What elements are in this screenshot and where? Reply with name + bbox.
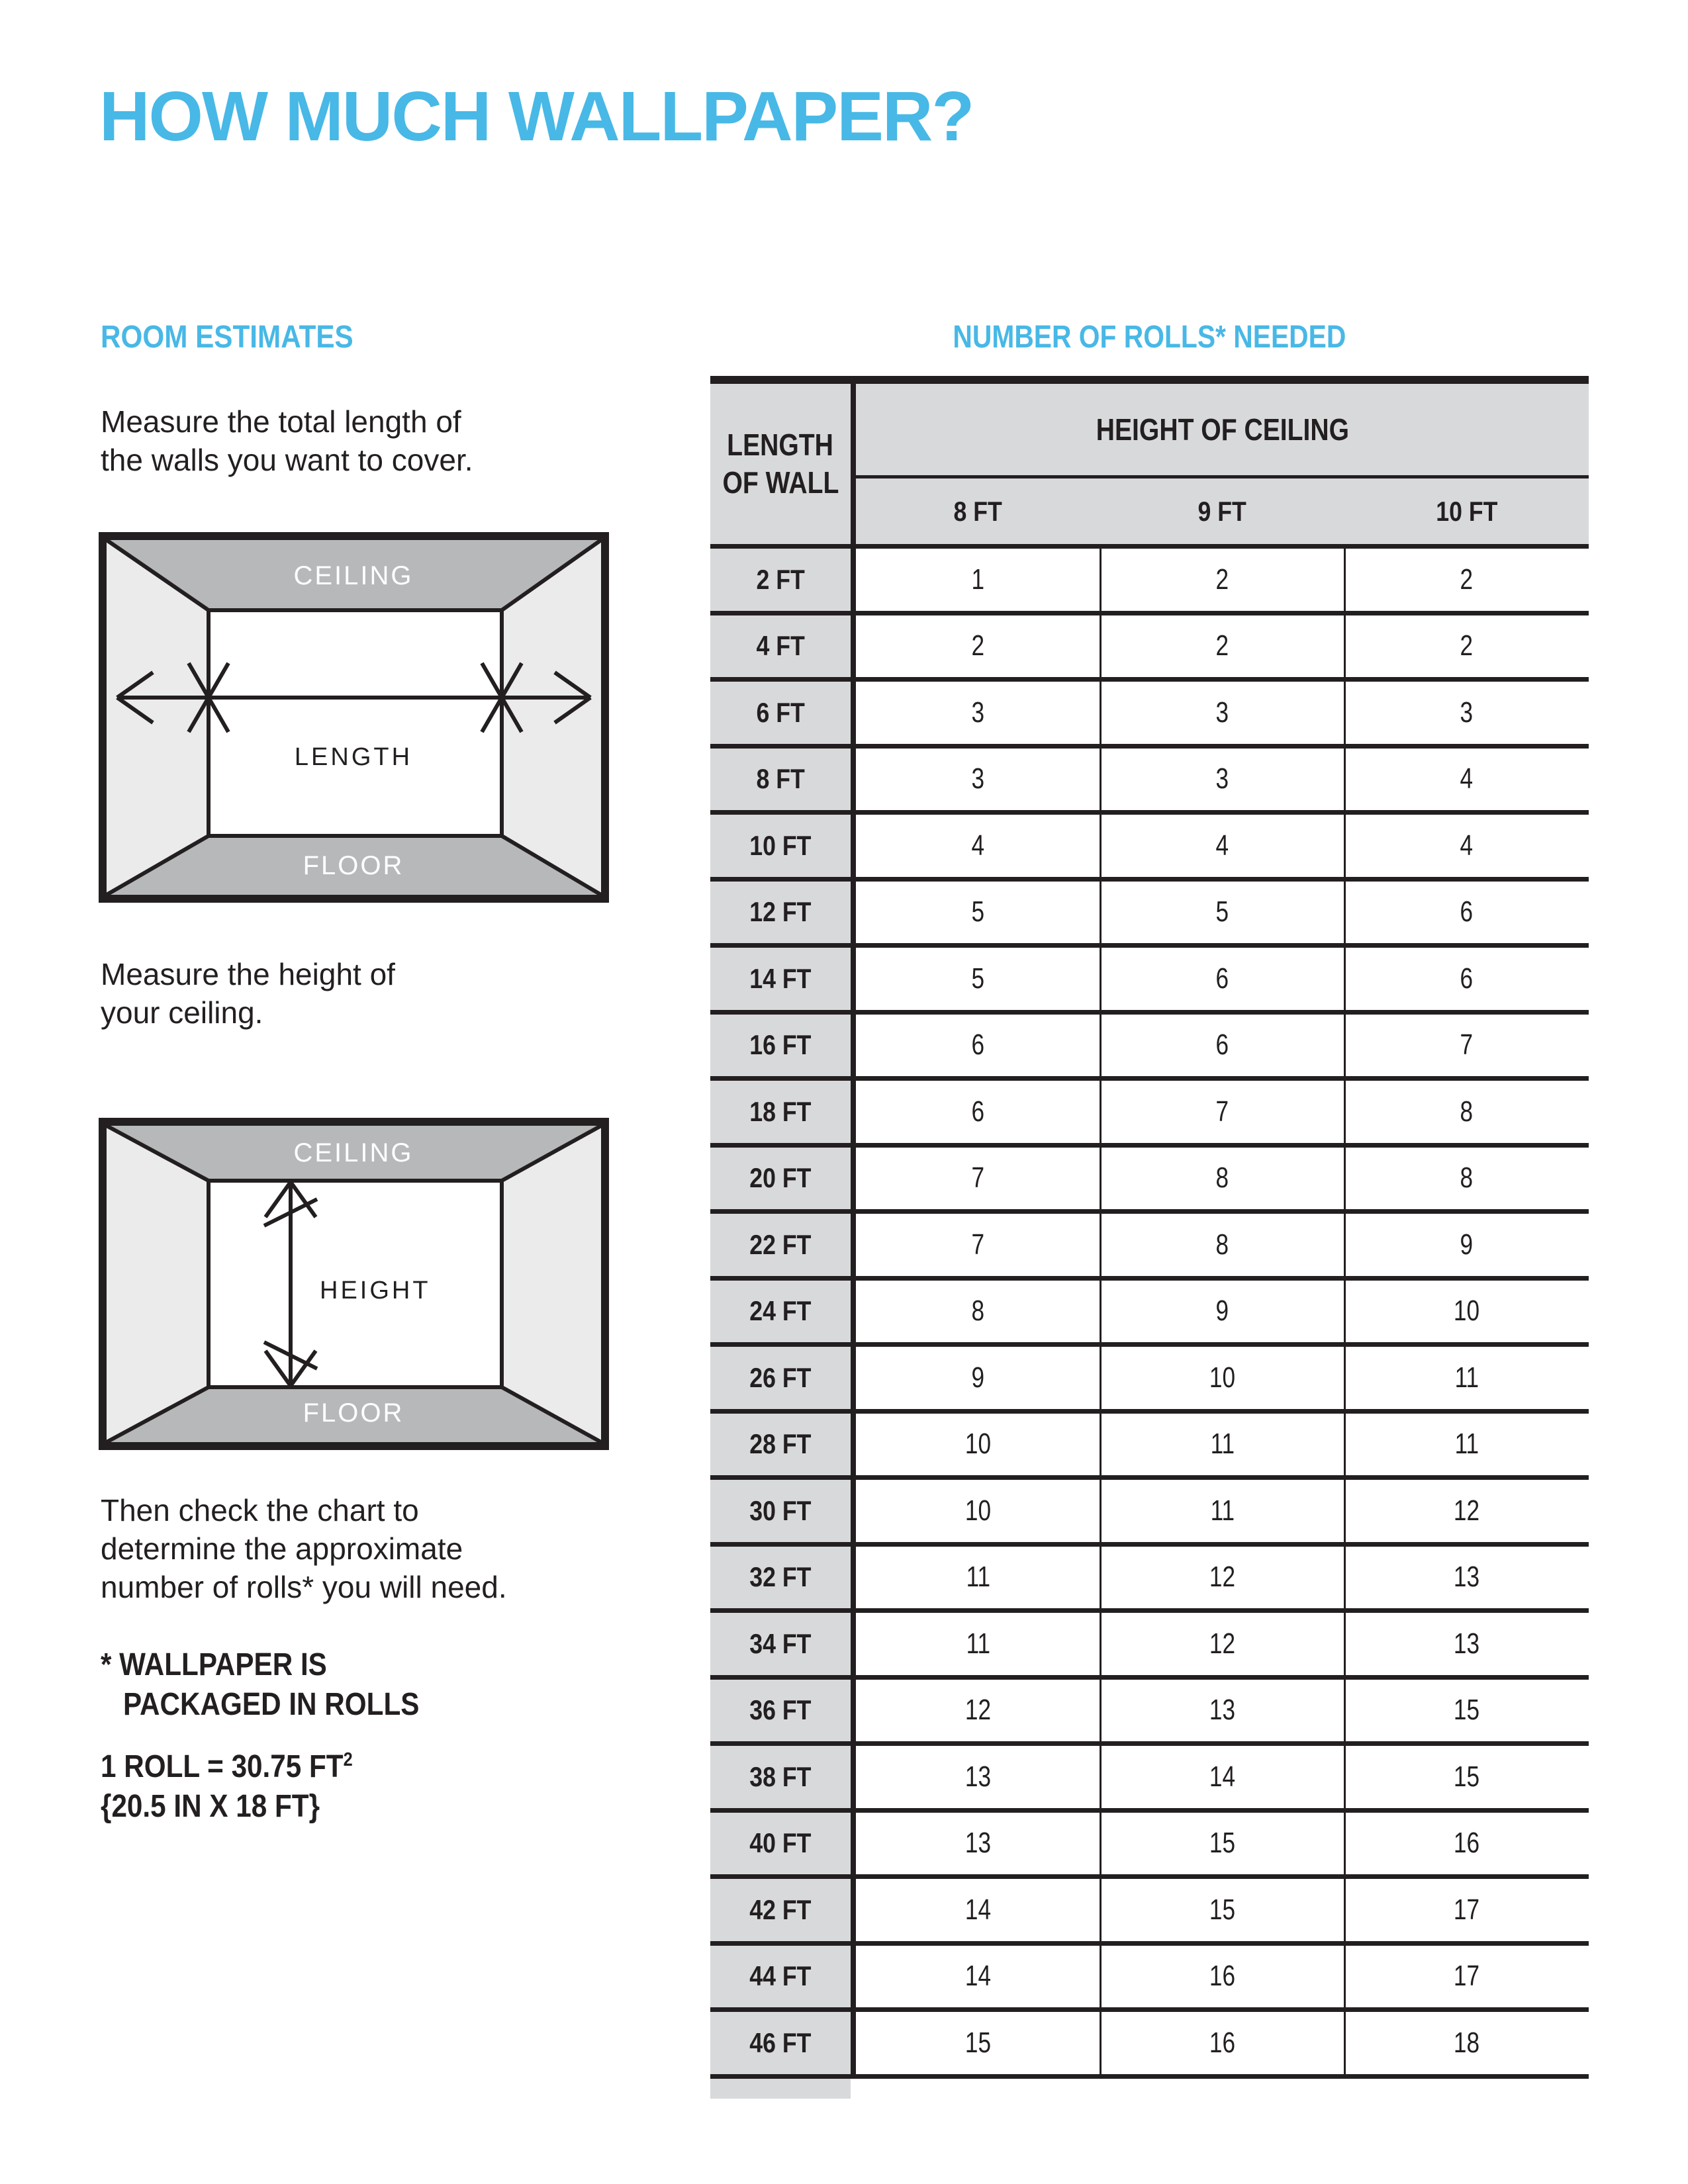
- table-row: [710, 1076, 1589, 1143]
- table-row: [710, 1342, 1589, 1409]
- row-label: 28 FT: [710, 1414, 851, 1476]
- rolls-value-cell: 16: [1209, 2026, 1236, 2059]
- rolls-value-cell: 7: [1215, 1095, 1229, 1128]
- rolls-value-cell: 5: [971, 962, 985, 995]
- table-bottom-bar: [710, 2074, 1589, 2079]
- subheader-9ft: 9 FT: [1197, 495, 1247, 527]
- rolls-value-cell: 4: [1215, 829, 1229, 862]
- table-row: [710, 1209, 1589, 1276]
- table-row: [710, 1808, 1589, 1875]
- rolls-value-cell: 12: [1453, 1494, 1480, 1527]
- floor-label: FLOOR: [303, 1398, 404, 1428]
- ceiling-height-subheaders: [856, 478, 1589, 544]
- rolls-value-cell: 13: [964, 1760, 992, 1793]
- row-label: 42 FT: [710, 1879, 851, 1941]
- rolls-value-cell: 17: [1453, 1893, 1480, 1926]
- row-label: 18 FT: [710, 1081, 851, 1143]
- rolls-value-cell: 12: [1209, 1561, 1236, 1594]
- rolls-value-cell: 6: [1215, 1028, 1229, 1062]
- table-row: [710, 611, 1589, 678]
- rolls-value-cell: 15: [1453, 1760, 1480, 1793]
- rolls-value-cell: 14: [964, 1893, 992, 1926]
- rolls-value-cell: 7: [971, 1161, 985, 1195]
- rolls-value-cell: 18: [1453, 2026, 1480, 2059]
- table-row: [710, 1941, 1589, 2008]
- rolls-value-cell: 10: [1209, 1361, 1236, 1394]
- table-row: [710, 1475, 1589, 1542]
- rolls-value-cell: 8: [1460, 1161, 1474, 1195]
- table-header: [710, 384, 1589, 544]
- rolls-value-cell: 2: [1460, 629, 1474, 662]
- row-label: 8 FT: [710, 749, 851, 811]
- rolls-value-cell: 11: [966, 1627, 990, 1660]
- rolls-value-cell: 17: [1453, 1960, 1480, 1993]
- table-row: [710, 1741, 1589, 1808]
- rolls-value-cell: 16: [1209, 1960, 1236, 1993]
- rolls-value-cell: 10: [1453, 1295, 1480, 1328]
- rolls-value-cell: 5: [971, 895, 985, 929]
- row-label: 20 FT: [710, 1148, 851, 1210]
- rolls-value-cell: 8: [1215, 1228, 1229, 1261]
- rolls-value-cell: 7: [971, 1228, 985, 1261]
- label-column-tab: [710, 2079, 851, 2099]
- rolls-value-cell: 15: [1209, 1827, 1236, 1860]
- rolls-value-cell: 15: [964, 2026, 992, 2059]
- row-label: 40 FT: [710, 1813, 851, 1875]
- length-of-wall-header: LENGTH OF WALL: [710, 384, 851, 544]
- subheader-10ft: 10 FT: [1435, 495, 1498, 527]
- row-label: 34 FT: [710, 1613, 851, 1675]
- rolls-value-cell: 2: [1215, 629, 1229, 662]
- rolls-value-cell: 11: [966, 1561, 990, 1594]
- row-label: 10 FT: [710, 815, 851, 877]
- rolls-value-cell: 15: [1209, 1893, 1236, 1926]
- rolls-table: [710, 376, 1589, 2099]
- rolls-value-cell: 13: [1209, 1694, 1236, 1727]
- page-title: HOW MUCH WALLPAPER?: [99, 77, 974, 156]
- table-row: [710, 677, 1589, 744]
- squared-superscript: 2: [343, 1749, 353, 1770]
- subheader-8ft: 8 FT: [953, 495, 1003, 527]
- step3-text: Then check the chart to determine the approximate number of rolls* you will need.: [101, 1493, 507, 1604]
- rolls-value-cell: 7: [1460, 1028, 1474, 1062]
- table-row: [710, 2007, 1589, 2074]
- rolls-value-cell: 4: [1460, 829, 1474, 862]
- rolls-value-cell: 11: [1454, 1361, 1479, 1394]
- rolls-value-cell: 3: [971, 696, 985, 729]
- height-room-diagram: [99, 1118, 609, 1450]
- rolls-value-cell: 10: [964, 1428, 992, 1461]
- ceiling-label: CEILING: [293, 561, 414, 590]
- rolls-value-cell: 14: [964, 1960, 992, 1993]
- rolls-value-cell: 1: [971, 563, 985, 596]
- rolls-value-cell: 3: [971, 762, 985, 796]
- rolls-value-cell: 6: [971, 1095, 985, 1128]
- table-row: [710, 544, 1589, 611]
- table-row: [710, 1675, 1589, 1742]
- length-label: LENGTH: [294, 743, 413, 771]
- table-row: [710, 943, 1589, 1010]
- rolls-value-cell: 2: [1460, 563, 1474, 596]
- rolls-value-cell: 12: [1209, 1627, 1236, 1660]
- table-top-bar: [710, 376, 1589, 384]
- row-label: 6 FT: [710, 682, 851, 744]
- table-row: [710, 1409, 1589, 1476]
- table-row: [710, 1143, 1589, 1210]
- table-row: [710, 810, 1589, 877]
- rolls-value-cell: 6: [971, 1028, 985, 1062]
- rolls-value-cell: 6: [1460, 895, 1474, 929]
- label-column-divider: [851, 384, 856, 2078]
- rolls-value-cell: 11: [1210, 1494, 1235, 1527]
- rolls-value-cell: 13: [1453, 1627, 1480, 1660]
- room-estimates-heading: ROOM ESTIMATES: [101, 320, 353, 355]
- rolls-value-cell: 9: [1215, 1295, 1229, 1328]
- table-row: [710, 1276, 1589, 1343]
- rolls-value-cell: 11: [1210, 1428, 1235, 1461]
- height-of-ceiling-header: HEIGHT OF CEILING: [856, 384, 1589, 475]
- ceiling-label: CEILING: [293, 1138, 414, 1167]
- rolls-value-cell: 14: [1209, 1760, 1236, 1793]
- row-label: 24 FT: [710, 1281, 851, 1343]
- row-label: 2 FT: [710, 549, 851, 611]
- row-label: 22 FT: [710, 1214, 851, 1276]
- rolls-value-cell: 4: [1460, 762, 1474, 796]
- height-label: HEIGHT: [320, 1277, 431, 1304]
- rolls-value-cell: 3: [1215, 696, 1229, 729]
- rolls-value-cell: 6: [1215, 962, 1229, 995]
- row-label: 46 FT: [710, 2012, 851, 2074]
- table-row: [710, 877, 1589, 944]
- rolls-value-cell: 10: [964, 1494, 992, 1527]
- rolls-value-cell: 5: [1215, 895, 1229, 929]
- rolls-value-cell: 8: [1460, 1095, 1474, 1128]
- row-label: 4 FT: [710, 615, 851, 678]
- rolls-value-cell: 8: [1215, 1161, 1229, 1195]
- rolls-value-cell: 15: [1453, 1694, 1480, 1727]
- table-row: [710, 1010, 1589, 1077]
- rolls-footnote: * WALLPAPER IS PACKAGED IN ROLLS: [101, 1647, 420, 1722]
- column-divider-2: [1344, 544, 1346, 2074]
- step1-text: Measure the total length of the walls you want to cover.: [101, 404, 473, 477]
- rolls-value-cell: 8: [971, 1295, 985, 1328]
- rolls-value-cell: 9: [1460, 1228, 1474, 1261]
- row-label: 44 FT: [710, 1946, 851, 2008]
- rolls-value-cell: 4: [971, 829, 985, 862]
- row-label: 12 FT: [710, 882, 851, 944]
- rolls-value-cell: 3: [1215, 762, 1229, 796]
- row-label: 36 FT: [710, 1680, 851, 1742]
- row-label: 30 FT: [710, 1480, 851, 1542]
- table-row: [710, 1874, 1589, 1941]
- column-divider-1: [1100, 544, 1102, 2074]
- rolls-value-cell: 9: [971, 1361, 985, 1394]
- rolls-value-cell: 2: [971, 629, 985, 662]
- row-label: 32 FT: [710, 1547, 851, 1609]
- rolls-value-cell: 11: [1454, 1428, 1479, 1461]
- row-label: 38 FT: [710, 1746, 851, 1808]
- roll-size-note: 1 ROLL = 30.75 $FT^2$ {20.5 IN X 18 FT}: [101, 1749, 353, 1824]
- table-row: [710, 1542, 1589, 1609]
- row-label: 14 FT: [710, 948, 851, 1010]
- table-row: [710, 1608, 1589, 1675]
- step2-text: Measure the height of your ceiling.: [101, 957, 395, 1030]
- rolls-needed-heading: NUMBER OF ROLLS* NEEDED: [953, 320, 1346, 355]
- rolls-value-cell: 13: [1453, 1561, 1480, 1594]
- row-label: 26 FT: [710, 1347, 851, 1409]
- rolls-value-cell: 6: [1460, 962, 1474, 995]
- table-row: [710, 744, 1589, 811]
- rolls-value-cell: 3: [1460, 696, 1474, 729]
- row-label: 16 FT: [710, 1015, 851, 1077]
- rolls-value-cell: 16: [1453, 1827, 1480, 1860]
- rolls-value-cell: 13: [964, 1827, 992, 1860]
- rolls-value-cell: 2: [1215, 563, 1229, 596]
- length-room-diagram: [99, 532, 609, 903]
- table-body: [710, 544, 1589, 2074]
- floor-label: FLOOR: [303, 851, 404, 880]
- rolls-value-cell: 12: [964, 1694, 992, 1727]
